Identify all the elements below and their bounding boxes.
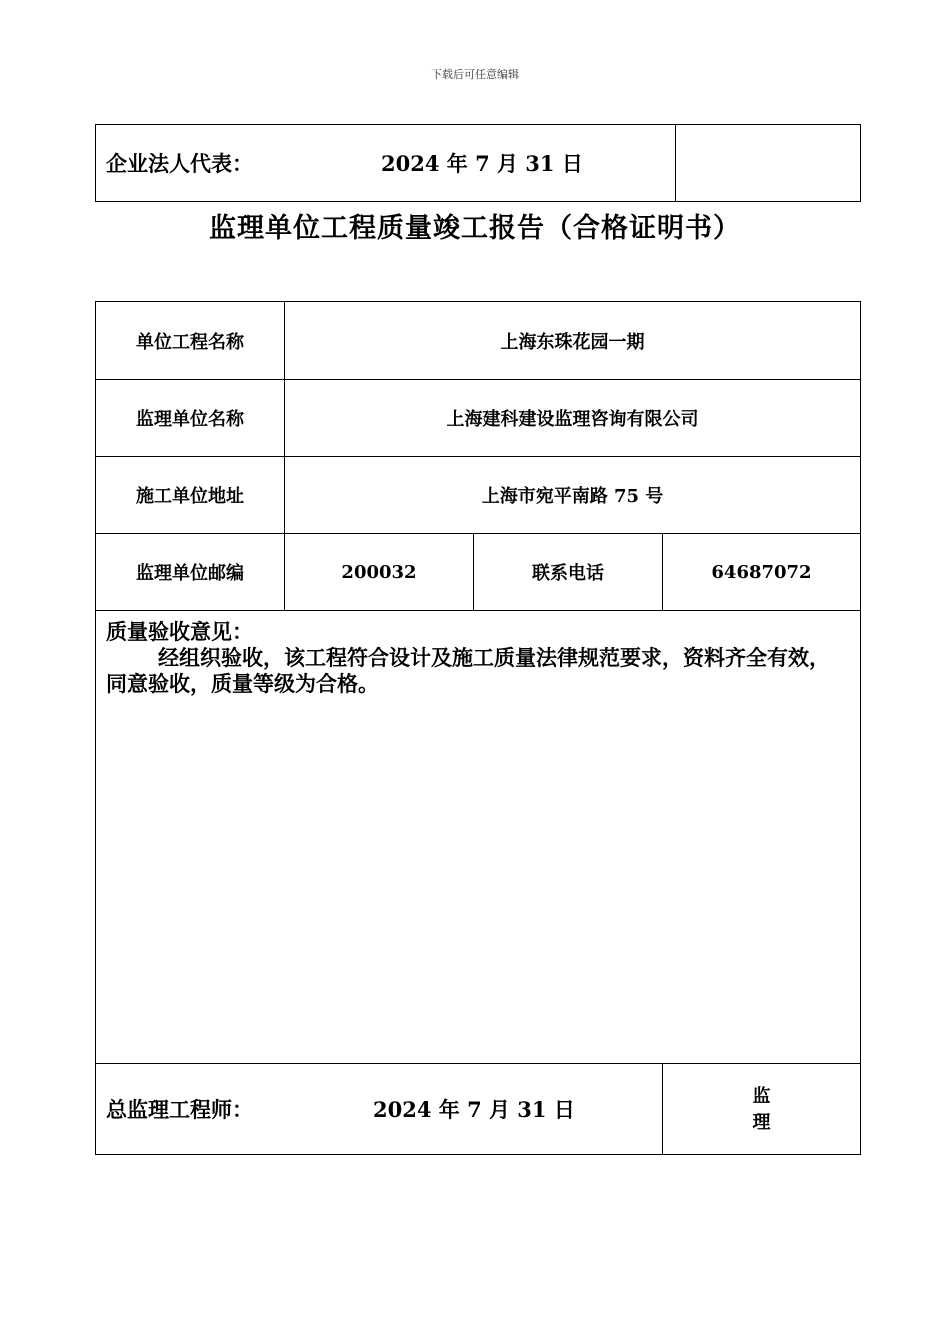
- row-supervisor-name: [96, 380, 860, 457]
- phone-label: 联系电话: [474, 534, 663, 610]
- postcode-label: 监理单位邮编: [96, 534, 285, 610]
- project-name-value: 上海东珠花园一期: [500, 331, 645, 353]
- postcode-value: 200032: [285, 534, 474, 610]
- seal-text-line2: 理: [752, 1112, 771, 1133]
- quality-opinion-heading: 质量验收意见：: [106, 619, 253, 644]
- phone-value: 64687072: [711, 561, 812, 583]
- info-table: [95, 301, 861, 1155]
- supervisor-name-label: 监理单位名称: [96, 380, 285, 456]
- document-title: 监理单位工程质量竣工报告（合格证明书）: [209, 213, 741, 244]
- chief-engineer-date: 2024 年 7 月 31 日: [373, 1097, 575, 1122]
- header-note: 下载后可任意编辑: [431, 68, 519, 81]
- chief-engineer-cell: [96, 1064, 663, 1154]
- construction-address-label: 施工单位地址: [96, 457, 285, 533]
- row-construction-address: [96, 457, 860, 534]
- legal-rep-table: [95, 124, 861, 202]
- row-project-name: [96, 302, 860, 380]
- supervision-seal-cell: [663, 1064, 860, 1154]
- legal-rep-date: 2024 年 7 月 31 日: [381, 151, 583, 176]
- construction-address-value: 上海市宛平南路 75 号: [481, 486, 664, 507]
- legal-rep-label: 企业法人代表：: [106, 151, 253, 176]
- legal-rep-seal-cell: [676, 125, 860, 201]
- legal-rep-cell: [96, 125, 676, 201]
- row-postcode-phone: [96, 534, 860, 611]
- project-name-label: 单位工程名称: [96, 302, 285, 379]
- quality-opinion-section: [96, 611, 860, 1064]
- chief-engineer-label: 总监理工程师：: [106, 1097, 253, 1122]
- quality-opinion-body: 经组织验收，该工程符合设计及施工质量法律规范要求，资料齐全有效，同意验收，质量等级为合格。: [106, 645, 830, 696]
- seal-text-line1: 监: [752, 1086, 771, 1107]
- signature-row: [96, 1064, 860, 1154]
- supervisor-name-value: 上海建科建设监理咨询有限公司: [446, 409, 699, 430]
